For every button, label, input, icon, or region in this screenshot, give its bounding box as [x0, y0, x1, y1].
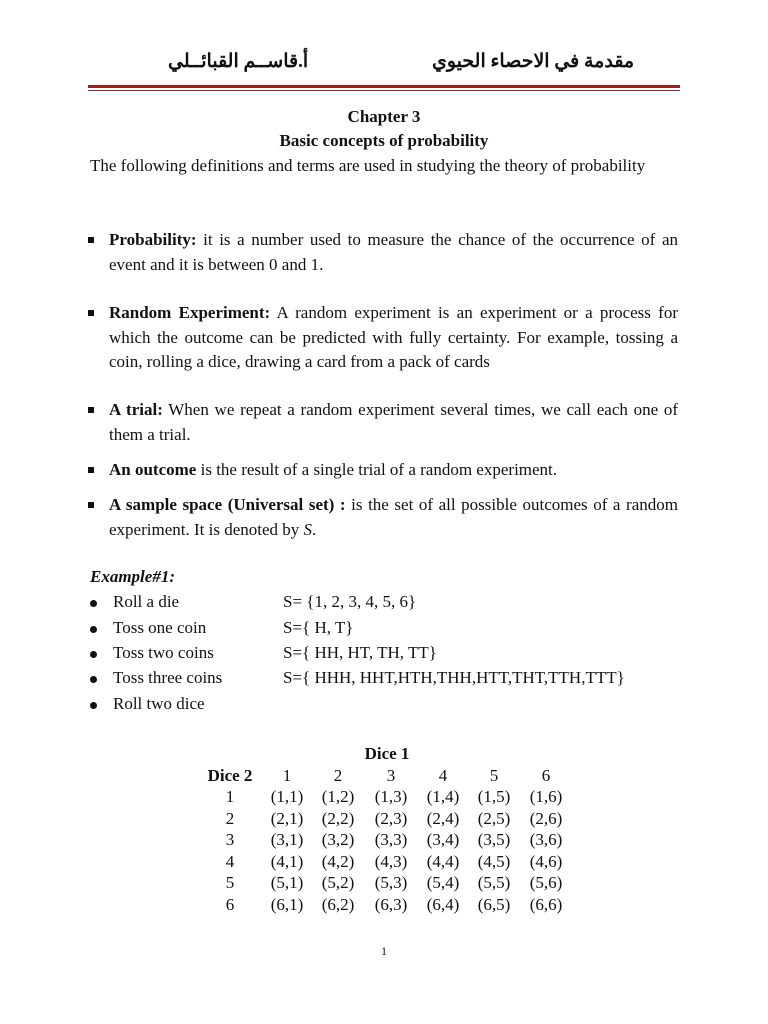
- definition-item: [88, 493, 678, 542]
- dice-outcome-cell: (3,1): [270, 830, 304, 849]
- dice-row-label: 3: [225, 830, 235, 849]
- square-bullet-icon: [88, 310, 94, 316]
- dice-outcome-cell: (1,2): [321, 787, 355, 806]
- definition-item: [88, 228, 678, 277]
- dice-outcome-cell: (4,2): [321, 851, 355, 871]
- example-label: Toss three coins: [113, 668, 223, 687]
- definition-term: A trial:: [109, 400, 163, 419]
- page-title: Basic concepts of probability: [279, 131, 489, 150]
- example-set: S={ HH, HT, TH, TT}: [283, 643, 437, 662]
- bullet-dot-icon: [90, 676, 97, 683]
- definition-tail: .: [312, 519, 317, 539]
- dice-outcome-cell: (3,3): [374, 830, 408, 849]
- dice-row-label: 6: [225, 894, 235, 914]
- dice-outcome-cell: (5,1): [270, 873, 304, 892]
- example-label: Toss one coin: [113, 618, 207, 637]
- example-set: S= {1, 2, 3, 4, 5, 6}: [283, 592, 417, 611]
- dice-column-header: 1: [282, 766, 292, 785]
- page-number: 1: [381, 944, 387, 958]
- dice-row-label: 4: [225, 851, 235, 871]
- dice-outcome-cell: (6,4): [426, 894, 460, 914]
- example-item: [90, 618, 650, 642]
- bullet-dot-icon: [90, 651, 97, 658]
- dice-outcome-cell: (1,1): [270, 787, 304, 806]
- dice-row-title: Dice 2: [207, 766, 253, 785]
- example-set: S={ H, T}: [283, 618, 354, 637]
- dice-outcome-cell: (6,5): [477, 894, 511, 914]
- dice-outcome-cell: (2,3): [374, 808, 408, 828]
- dice-column-header: 5: [489, 766, 499, 785]
- dice-outcome-cell: (6,3): [374, 894, 408, 914]
- dice-outcome-cell: (6,2): [321, 894, 355, 914]
- dice-outcome-cell: (1,4): [426, 787, 460, 806]
- example-label: Roll two dice: [113, 694, 205, 713]
- example-label: Roll a die: [113, 592, 180, 611]
- dice-outcome-cell: (3,2): [321, 830, 355, 849]
- dice-outcome-cell: (5,4): [426, 873, 460, 892]
- dice-outcome-cell: (3,6): [529, 830, 563, 849]
- square-bullet-icon: [88, 407, 94, 413]
- dice-outcome-cell: (4,3): [374, 851, 408, 871]
- example-set: S={ HHH, HHT,HTH,THH,HTT,THT,TTH,TTT}: [283, 668, 625, 687]
- intro-paragraph: The following definitions and terms are used in studying the theory of probability: [90, 156, 646, 175]
- dice-outcome-cell: (2,1): [270, 808, 304, 828]
- square-bullet-icon: [88, 467, 94, 473]
- dice-outcome-cell: (5,5): [477, 873, 511, 892]
- dice-column-header: 3: [386, 766, 396, 785]
- dice-outcome-cell: (2,5): [477, 808, 511, 828]
- example-label: Toss two coins: [113, 643, 214, 662]
- header-author: أ.قاســم القبائــلي: [168, 51, 309, 72]
- bullet-dot-icon: [90, 702, 97, 709]
- definition-text: is the set of all possible outcomes of a random experiment. It is denoted by: [109, 495, 678, 539]
- example-item: [90, 643, 650, 667]
- example-item: [90, 592, 650, 616]
- header-rule-thin: [88, 90, 680, 91]
- dice-row-label: 1: [225, 787, 235, 806]
- dice-outcome-cell: (2,4): [426, 808, 460, 828]
- dice-outcome-cell: (2,2): [321, 808, 355, 828]
- dice-row-label: 2: [225, 808, 235, 828]
- dice-outcome-cell: (6,1): [270, 894, 304, 914]
- example-title: Example#1:: [90, 567, 175, 586]
- dice-outcome-cell: (1,5): [477, 787, 511, 806]
- dice-outcome-cell: (4,6): [529, 851, 563, 871]
- dice-column-header: 6: [541, 766, 551, 785]
- dice-outcome-cell: (1,3): [374, 787, 408, 806]
- definition-item: [88, 301, 678, 375]
- header-rule-thick: [88, 85, 680, 88]
- definition-item: [88, 398, 678, 447]
- dice-column-header: 4: [438, 766, 448, 785]
- dice-row-label: 5: [225, 873, 235, 892]
- definition-term: A sample space (Universal set) :: [109, 495, 346, 514]
- dice-outcome-cell: (4,5): [477, 851, 511, 871]
- square-bullet-icon: [88, 502, 94, 508]
- square-bullet-icon: [88, 237, 94, 243]
- dice-outcome-cell: (3,5): [477, 830, 511, 849]
- definition-item: [88, 458, 678, 483]
- bullet-dot-icon: [90, 600, 97, 607]
- example-item: [90, 694, 650, 718]
- dice-outcome-cell: (6,6): [529, 894, 563, 914]
- dice-outcome-cell: (1,6): [529, 787, 563, 806]
- definition-text: A random experiment is an experiment or a process for which the outcome can be predicted with fully certainty. For example, tossing a coin, rolling a dice, drawing a card from a pack of cards: [109, 303, 678, 371]
- definition-term: An outcome: [109, 460, 197, 479]
- chapter-heading: Chapter 3: [347, 107, 421, 126]
- dice-outcome-cell: (4,4): [426, 851, 460, 871]
- dice-column-header: 2: [333, 766, 343, 785]
- dice-column-title: Dice 1: [364, 744, 410, 763]
- dice-outcome-cell: (4,1): [270, 851, 304, 871]
- dice-outcome-cell: (3,4): [426, 830, 460, 849]
- definition-term: Probability:: [109, 230, 197, 249]
- sample-space-symbol: S: [303, 519, 313, 539]
- bullet-dot-icon: [90, 626, 97, 633]
- definition-text: it is a number used to measure the chance of the occurrence of an event and it is between 0 and 1.: [109, 230, 678, 274]
- definition-text: is the result of a single trial of a random experiment.: [196, 460, 558, 479]
- dice-outcome-cell: (2,6): [529, 808, 563, 828]
- definition-term: Random Experiment:: [109, 303, 271, 322]
- dice-outcome-cell: (5,2): [321, 873, 355, 892]
- dice-outcome-cell: (5,6): [529, 873, 563, 892]
- definition-text: When we repeat a random experiment several times, we call each one of them a trial.: [109, 400, 678, 444]
- example-item: [90, 668, 650, 692]
- dice-outcome-cell: (5,3): [374, 873, 408, 892]
- header-course-title: مقدمة في الاحصاء الحيوي: [432, 51, 635, 72]
